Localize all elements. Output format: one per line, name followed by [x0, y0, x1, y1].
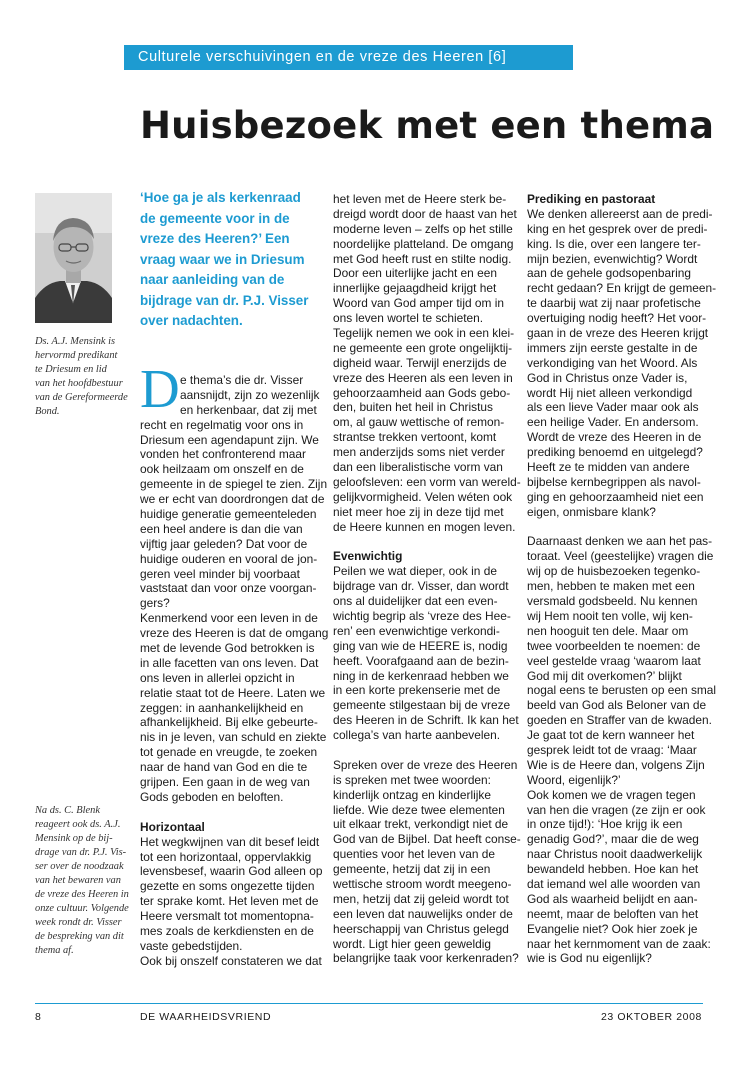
- section-heading-prediking: Prediking en pastoraat: [527, 192, 656, 206]
- body-column-3: Prediking en pastoraat We denken allereerst aan de predi- king en het gesprek over de predi- king. Is die, over een langere ter- mijn bezien, evenwichtig? Wordt aan de gehele godsopenbaring recht gedaan? En krijgt de gemeen- te daarbij wat zij naar profetische overtuiging nodig heeft? Het voor- gaan in de vreze des Heeren krijgt immers zijn eerste gestalte in de verkondiging van het Woord. Als God in Christus onze Vader is, wordt Hij niet alleen verkondigd als een lieve Vader maar ook als een heilige Vader. En andersom. Wordt de vreze des Heeren in de prediking benoemd en uitgelegd? Heeft ze te midden van andere bijbelse kernbegrippen als navol- ging en gehoorzaamheid niet een eigen, onmisbare klank? Daarnaast denken we aan het pas- toraat. Veel (geestelijke) vragen die wij op de huisbezoeken tegenko- men, hebben te maken met een versmald godsbeeld. Nu kennen wij Hem nooit ten volle, wij ken- nen hooguit ten dele. Maar om twee voorbeelden te noemen: de veel gestelde vraag ‘waarom laat God mij dit overkomen?’ blijkt nogal eens te berusten op een smal beeld van God als Beloner van de goeden en Straffer van de kwaden. Je gaat tot de kern wanneer het gesprek leidt tot de vraag: ‘Maar Wie is de Heere dan, volgens Zijn Woord, eigenlijk?’ Ook komen we de vragen tegen van hen die vragen (ze zijn er ook in onze tijd!): ‘Hoe krijg ik een genadig God?’, maar die de weg naar Christus nooit daadwerkelijk bewandeld hebben. Hoe kan het dat iemand wel alle woorden van God als waarheid belijdt en aan- neemt, maar de beloften van het Evangelie niet? Ook hier zoek je naar het kernmoment van de zaak: wie is God nu eigenlijk?: [527, 192, 717, 966]
- series-title-bar: Culturele verschuivingen en de vreze des Heeren [6]: [124, 45, 573, 70]
- body-column-2: het leven met de Heere sterk be- dreigd wordt door de haast van het moderne leven – zelfs op het stille noordelijke platteland. De omgang met God heeft rust en stilte nodig. Door een uiterlijke jacht en een innerlijke gejaagdheid krijgt het Woord van God amper tijd om in ons leven wortel te schieten. Tegelijk nemen we ook in een klei- ne gemeente een grote ongelijktij- digheid waar. Terwijl enerzijds de vreze des Heeren als een leven in gehoorzaamheid aan Gods gebo- den, buiten het heil in Christus om, al gauw wettische of remon- strantse trekken vertoont, komt men anderzijds soms niet verder dan een liberalistische vorm van geloofsleven: een vorm van wereld- gelijkvormigheid. Velen wéten ook niet meer hoe zij in deze tijd met de Heere kunnen en mogen leven. Evenwichtig Peilen we wat dieper, ook in de bijdrage van dr. Visser, dan wordt ons al duidelijker dat een even- wichtig begrip als ‘vreze des Hee- ren’ een evenwichtige verkondi- ging van wie de HEERE is, nodig heeft. Voorafgaand aan de bezin- ning in de kerkenraad hebben we in een korte prekenserie met de gemeente stilgestaan bij de vreze des Heeren in de Schrift. Ik kan het collega’s van harte aanbevelen. Spreken over de vreze des Heeren is spreken met twee woorden: kinderlijk ontzag en kinderlijke liefde. Wie deze twee elementen uit elkaar trekt, verkondigt niet de God van de Bijbel. Dat heeft conse- quenties voor het leven van de gemeente, hetzij dat zij in een wettische stroom wordt meegeno- men, hetzij dat zij geleid wordt tot een leven dat nauwelijks onder de heerschappij van Christus gelegd wordt. Ligt hier geen geweldig belangrijke taak voor kerkenraden?: [333, 192, 523, 966]
- body-column-1: e thema’s die dr. Visser aansnijdt, zijn zo wezenlijk en herkenbaar, dat zij met recht en regelmatig voor ons in Driesum een agendapunt zijn. We vonden het confronterend maar ook heilzaam om onszelf en de gemeente in de spiegel te zien. Zijn we er echt van doordrongen dat de huidige generatie gemeenteleden een heel andere is dan die van vijftig jaar geleden? Dat voor de huidige ouderen en vooral de jon- geren veel minder bij voorbaat vaststaat dan voor onze voorgan- gers? Kenmerkend voor een leven in de vreze des Heeren is dat de omgang met de levende God betrokken is in alle facetten van ons leven. Dat ons leven in allerlei opzicht in relatie staat tot de Heere. Laten we zeggen: in aanhankelijkheid en afhankelijkheid. Bij elke gebeurte- nis in je leven, van schuld en ziekte tot genade en vreugde, te zoeken naar de hand van God en die te grijpen. Een gaan in de weg van Gods geboden en beloften. Horizontaal Het wegkwijnen van dit besef leidt tot een horizontaal, oppervlakkig levensbesef, waarin God alleen op gezette en soms ongezette tijden ter sprake komt. Het leven met de Heere versmalt tot momentopna- mes zoals de kerkdiensten en de vaste gebedstijden. Ook bij onszelf constateren we dat: [140, 373, 329, 968]
- intro-lead: ‘Hoe ga je als kerkenraad de gemeente voor in de vreze des Heeren?’ Een vraag waar we in Driesum naar aanleiding van de bijdrage van dr. P.J. Visser over nadachten.: [140, 190, 309, 328]
- page-number: 8: [35, 1011, 41, 1023]
- footer-divider: [35, 1003, 703, 1004]
- issue-date: 23 OKTOBER 2008: [600, 1011, 702, 1023]
- article-title: Huisbezoek met een thema: [140, 104, 715, 147]
- portrait-caption: Ds. A.J. Mensink is hervormd predikant te Driesum en lid van het hoofdbestuur van de Gereformeerde Bond.: [35, 336, 128, 417]
- section-heading-horizontaal: Horizontaal: [140, 819, 205, 834]
- section-heading-evenwichtig: Evenwichtig: [333, 549, 403, 564]
- drop-cap: D: [140, 358, 180, 419]
- author-portrait: [35, 193, 112, 323]
- magazine-name: DE WAARHEIDSVRIEND: [140, 1011, 272, 1023]
- side-note: Na ds. C. Blenk reageert ook ds. A.J. Mensink op de bij- drage van dr. P.J. Vis- ser over de noodzaak van het bewaren van de vreze des Heeren in onze cultuur. Volgende week rondt dr. Visser de bespreking van dit thema af.: [35, 805, 129, 956]
